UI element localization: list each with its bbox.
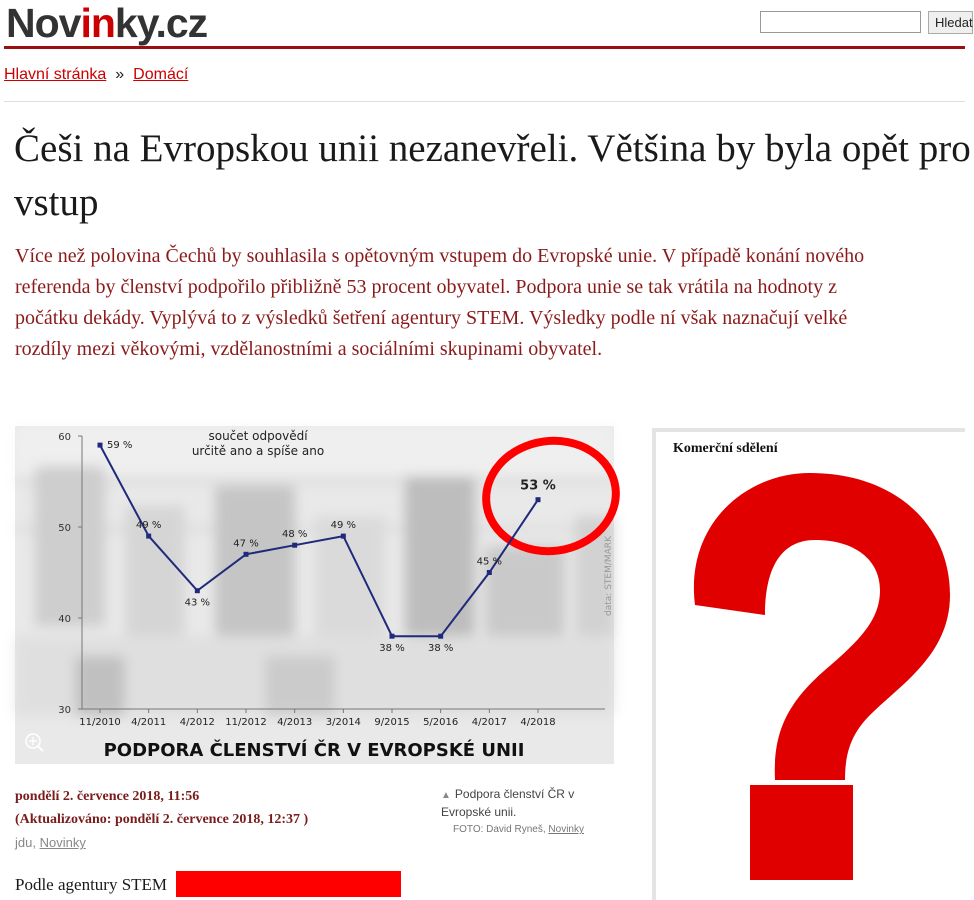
- chart-point: [536, 497, 541, 502]
- search-button[interactable]: Hledat: [928, 11, 973, 34]
- x-tick-label: 4/2011: [131, 717, 167, 728]
- chart-point: [195, 588, 200, 593]
- photo-credit-text: FOTO: David Ryneš,: [453, 824, 549, 835]
- chart-value-label: 53 %: [520, 478, 556, 494]
- x-tick-label: 4/2017: [471, 717, 507, 728]
- search-input[interactable]: [760, 11, 921, 33]
- chart-point: [438, 634, 443, 639]
- photo-credit-link[interactable]: Novinky: [548, 824, 584, 835]
- article-perex: Více než polovina Čechů by souhlasila s opětovným vstupem do Evropské unie. V případě konání nového referenda by členství podpořilo přibližně 53 procent obyvatel. Podpora unie se tak vrátila na hodnoty z počátku dekády. Vyplývá to z výsledků šetření agentury STEM. Výsledky podle ní však naznačují velké rozdíly mezi věkovými, vzdělanostními a sociálními skupinami obyvatel.: [15, 245, 865, 360]
- chart-value-label: 49 %: [330, 520, 357, 532]
- chart-value-label: 38 %: [427, 643, 454, 655]
- photo-credit: [453, 824, 584, 835]
- article-headline: Češi na Evropskou unii nezanevřeli. Většina by byla opět pro vstup: [14, 127, 971, 224]
- logo-text-domain: ky.cz: [114, 0, 208, 46]
- x-tick-label: 5/2016: [423, 717, 459, 728]
- chart-value-label: 43 %: [184, 597, 211, 609]
- article-authors: [15, 835, 86, 850]
- chart-flag-background: [15, 426, 615, 716]
- source-link[interactable]: Novinky: [39, 835, 86, 850]
- y-tick-label: 30: [58, 705, 71, 716]
- redacted-block: [176, 871, 401, 897]
- chart-value-label: 49 %: [135, 520, 162, 532]
- chart-value-label: 45 %: [476, 556, 503, 568]
- x-tick-label: 11/2012: [225, 717, 267, 728]
- caption-text: Podpora členství ČR v Evropské unii.: [441, 787, 575, 819]
- logo-text-accent: in: [80, 0, 115, 46]
- image-caption: [441, 786, 611, 820]
- chart-subtitle-line1: součet odpovědí: [208, 429, 308, 443]
- y-tick-label: 50: [58, 523, 71, 534]
- site-logo[interactable]: [6, 0, 207, 46]
- breadcrumb-home-link[interactable]: Hlavní stránka: [4, 66, 107, 83]
- x-tick-label: 11/2010: [79, 717, 121, 728]
- chart-title: PODPORA ČLENSTVÍ ČR V EVROPSKÉ UNII: [103, 740, 525, 761]
- breadcrumb: [4, 66, 188, 84]
- article-chart-image[interactable]: [15, 426, 614, 764]
- chart-source-note: data: STEM/MARK: [604, 536, 614, 616]
- article-updated: (Aktualizováno: pondělí 2. července 2018, 12:37 ): [15, 812, 309, 827]
- chart-point: [292, 543, 297, 548]
- chart-point: [244, 552, 249, 557]
- question-mark-icon: [665, 455, 955, 895]
- author-name: jdu,: [15, 835, 40, 850]
- x-tick-label: 4/2013: [277, 717, 313, 728]
- chart-value-label: 59 %: [107, 440, 133, 452]
- breadcrumb-divider: [4, 101, 965, 102]
- chart-subtitle-line2: určitě ano a spíše ano: [191, 444, 325, 458]
- article-body-start: Podle agentury STEM: [15, 875, 168, 894]
- chart-point: [146, 534, 151, 539]
- chart-value-label: 48 %: [281, 529, 308, 541]
- x-tick-label: 4/2012: [179, 717, 215, 728]
- header-divider: [4, 46, 965, 49]
- chart-point: [341, 534, 346, 539]
- breadcrumb-separator: »: [115, 66, 125, 83]
- x-tick-label: 4/2018: [520, 717, 556, 728]
- chart-point: [487, 570, 492, 575]
- x-tick-label: 3/2014: [325, 717, 361, 728]
- caption-triangle-icon: ▲: [441, 790, 451, 801]
- y-tick-label: 40: [58, 614, 71, 625]
- logo-text: Nov: [6, 0, 81, 46]
- chart-point: [390, 634, 395, 639]
- breadcrumb-section-link[interactable]: Domácí: [133, 66, 189, 83]
- chart-svg: [15, 426, 614, 764]
- chart-value-label: 47 %: [233, 538, 259, 550]
- ad-label: Komerční sdělení: [673, 441, 778, 456]
- x-tick-label: 9/2015: [374, 717, 410, 728]
- article-date: pondělí 2. července 2018, 11:56: [15, 789, 200, 804]
- y-tick-label: 60: [58, 432, 71, 443]
- chart-value-label: 38 %: [379, 643, 405, 655]
- chart-point: [98, 443, 103, 448]
